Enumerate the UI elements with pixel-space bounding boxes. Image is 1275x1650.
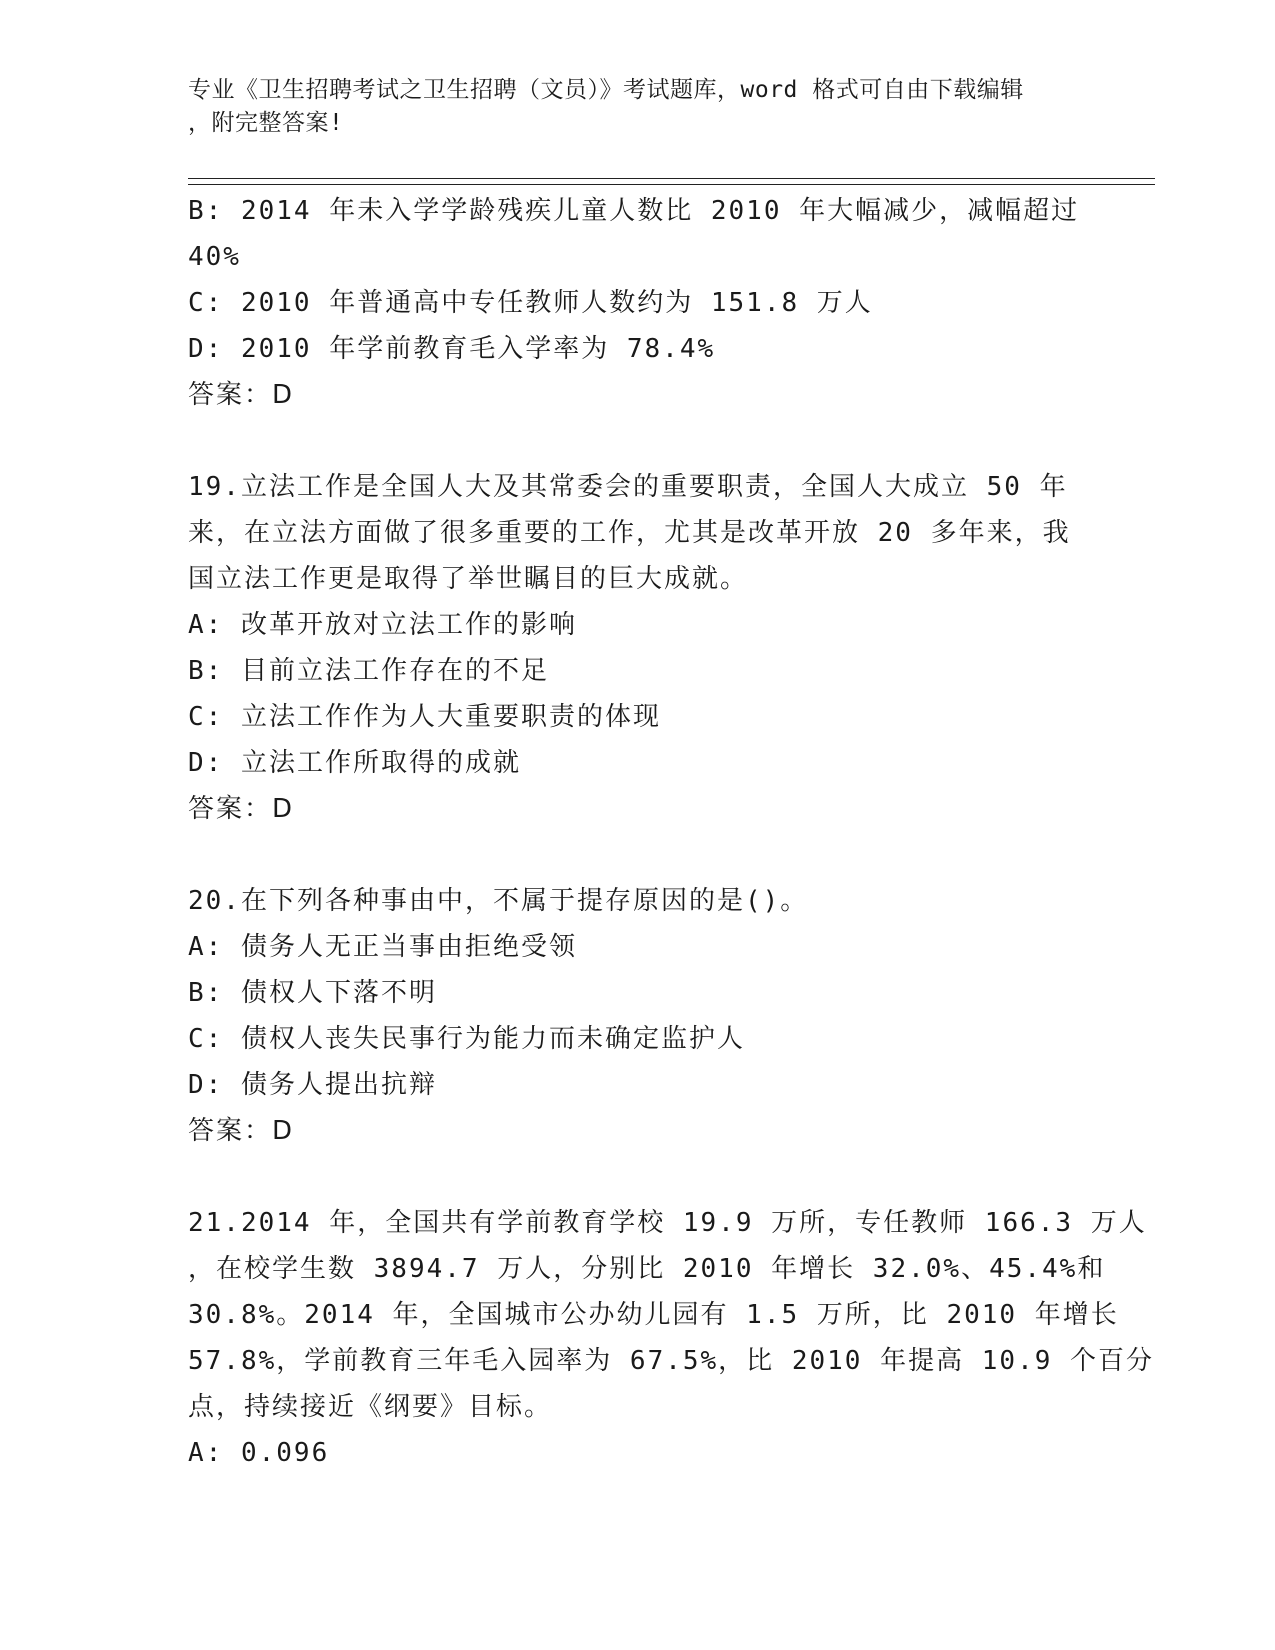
question-19 xyxy=(188,464,1088,832)
question-content xyxy=(188,188,1155,1476)
header-rule-bottom xyxy=(188,184,1155,185)
answer: 答案：D xyxy=(188,1116,295,1146)
spacer xyxy=(188,832,1088,878)
option-c: C: 债权人丧失民事行为能力而未确定监护人 xyxy=(188,1024,745,1054)
header-rule-top xyxy=(188,178,1155,179)
option-a: A: 债务人无正当事由拒绝受领 xyxy=(188,932,577,962)
option-d: D: 2010 年学前教育毛入学率为 78.4% xyxy=(188,334,716,364)
option-d: D: 债务人提出抗辩 xyxy=(188,1070,437,1100)
question-stem: ，在校学生数 3894.7 万人，分别比 2010 年增长 32.0%、45.4%和 xyxy=(188,1254,1106,1284)
question-stem: 19.立法工作是全国人大及其常委会的重要职责，全国人大成立 50 年 xyxy=(188,472,1068,502)
question-stem: 30.8%。2014 年，全国城市公办幼儿园有 1.5 万所，比 2010 年增长 xyxy=(188,1300,1119,1330)
document-header xyxy=(188,74,1088,140)
option-b: B: 目前立法工作存在的不足 xyxy=(188,656,549,686)
question-stem: 20.在下列各种事由中，不属于提存原因的是()。 xyxy=(188,886,809,916)
header-line-1: 专业《卫生招聘考试之卫生招聘（文员）》考试题库，word 格式可自由下载编辑 xyxy=(188,77,1024,103)
question-stem: 21.2014 年，全国共有学前教育学校 19.9 万所，专任教师 166.3 万人 xyxy=(188,1208,1147,1238)
option-c: C: 立法工作作为人大重要职责的体现 xyxy=(188,702,661,732)
question-stem: 来，在立法方面做了很多重要的工作，尤其是改革开放 20 多年来，我 xyxy=(188,518,1071,548)
question-21 xyxy=(188,1200,1155,1476)
question-18-tail xyxy=(188,188,1088,418)
option-c: C: 2010 年普通高中专任教师人数约为 151.8 万人 xyxy=(188,288,873,318)
answer: 答案：D xyxy=(188,794,295,824)
question-stem: 国立法工作更是取得了举世瞩目的巨大成就。 xyxy=(188,564,749,594)
answer: 答案：D xyxy=(188,380,295,410)
option-b: B: 债权人下落不明 xyxy=(188,978,437,1008)
option-a: A: 改革开放对立法工作的影响 xyxy=(188,610,577,640)
option-b-continued: 40% xyxy=(188,242,241,272)
option-b: B: 2014 年未入学学龄残疾儿童人数比 2010 年大幅减少，减幅超过 xyxy=(188,196,1080,226)
option-a: A: 0.096 xyxy=(188,1438,330,1468)
question-stem: 点，持续接近《纲要》目标。 xyxy=(188,1392,553,1422)
spacer xyxy=(188,1154,1088,1200)
question-stem: 57.8%，学前教育三年毛入园率为 67.5%，比 2010 年提高 10.9 个百分 xyxy=(188,1346,1155,1376)
option-d: D: 立法工作所取得的成就 xyxy=(188,748,521,778)
question-20 xyxy=(188,878,1088,1154)
spacer xyxy=(188,418,1088,464)
header-line-2: ，附完整答案! xyxy=(188,110,344,136)
